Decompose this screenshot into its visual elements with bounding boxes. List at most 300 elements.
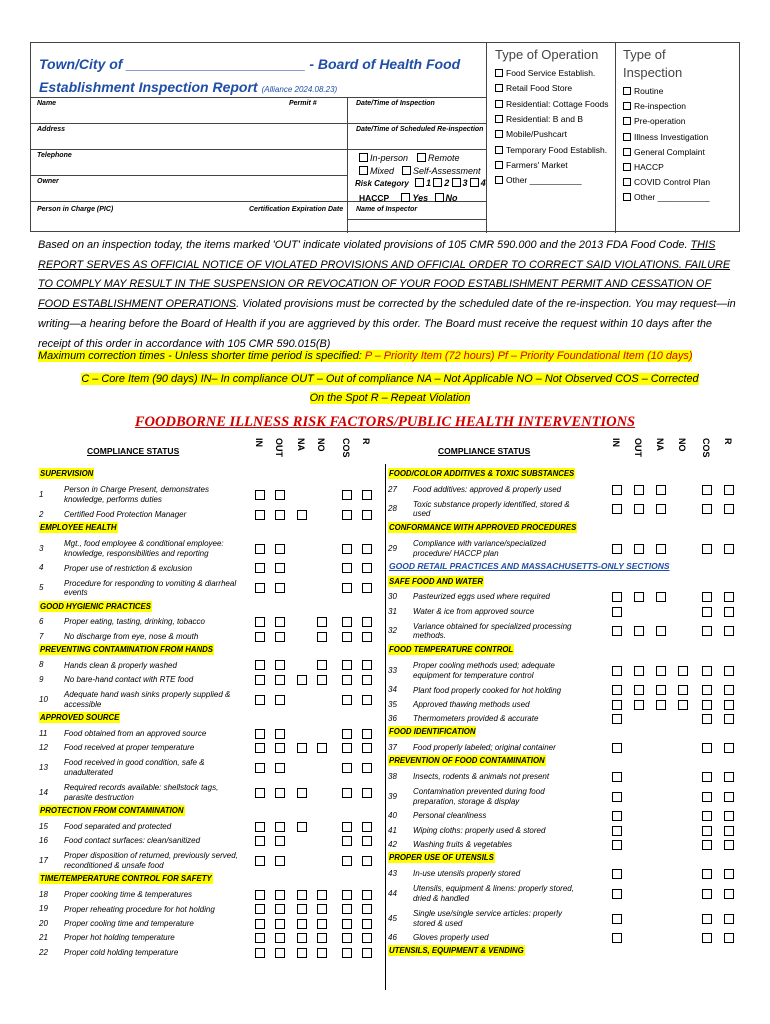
status-out-checkbox[interactable] bbox=[634, 504, 644, 514]
status-na-checkbox[interactable] bbox=[656, 626, 666, 636]
item-number: 31 bbox=[388, 606, 397, 616]
status-r-checkbox[interactable] bbox=[724, 700, 734, 710]
status-na-checkbox[interactable] bbox=[656, 485, 666, 495]
status-in-checkbox[interactable] bbox=[255, 933, 265, 943]
status-codes-line2: On the Spot R – Repeat Violation bbox=[309, 391, 471, 404]
status-out-checkbox[interactable] bbox=[275, 660, 285, 670]
status-in-checkbox[interactable] bbox=[612, 792, 622, 802]
operation-type-checkbox[interactable] bbox=[495, 161, 503, 169]
category-header: SUPERVISION bbox=[40, 469, 94, 478]
status-na-checkbox[interactable] bbox=[297, 510, 307, 520]
status-cos-checkbox[interactable] bbox=[342, 836, 352, 846]
status-out-checkbox[interactable] bbox=[634, 685, 644, 695]
status-out-checkbox[interactable] bbox=[634, 544, 644, 554]
status-cos-checkbox[interactable] bbox=[342, 583, 352, 593]
status-in-checkbox[interactable] bbox=[255, 856, 265, 866]
status-in-checkbox[interactable] bbox=[255, 822, 265, 832]
mode-in-person-checkbox[interactable]: In-person bbox=[359, 153, 408, 163]
status-r-checkbox[interactable] bbox=[724, 714, 734, 724]
category-header: APPROVED SOURCE bbox=[40, 713, 120, 722]
status-out-checkbox[interactable] bbox=[275, 544, 285, 554]
operation-type-option[interactable] bbox=[495, 68, 595, 78]
status-r-checkbox[interactable] bbox=[724, 792, 734, 802]
status-cos-checkbox[interactable] bbox=[342, 490, 352, 500]
status-in-checkbox[interactable] bbox=[255, 675, 265, 685]
item-description: Food received in good condition, safe & unadulterated bbox=[64, 758, 205, 777]
status-out-checkbox[interactable] bbox=[275, 890, 285, 900]
status-out-checkbox[interactable] bbox=[275, 904, 285, 914]
status-in-checkbox[interactable] bbox=[255, 660, 265, 670]
status-cos-checkbox[interactable] bbox=[342, 544, 352, 554]
status-r-checkbox[interactable] bbox=[362, 675, 372, 685]
status-na-checkbox[interactable] bbox=[297, 822, 307, 832]
status-na-checkbox[interactable] bbox=[297, 890, 307, 900]
inspection-type-checkbox[interactable] bbox=[623, 133, 631, 141]
status-in-checkbox[interactable] bbox=[255, 743, 265, 753]
item-description: Mgt., food employee & conditional employee: knowledge, responsibilities and reporting bbox=[64, 539, 224, 558]
status-out-checkbox[interactable] bbox=[275, 743, 285, 753]
status-cos-checkbox[interactable] bbox=[702, 772, 712, 782]
item-description: Personal cleanliness bbox=[413, 811, 487, 821]
item-number: 12 bbox=[39, 743, 48, 752]
status-r-checkbox[interactable] bbox=[724, 869, 734, 879]
status-in-checkbox[interactable] bbox=[612, 933, 622, 943]
inspector-name-label: Name of Inspector bbox=[356, 206, 418, 213]
operation-type-checkbox[interactable] bbox=[495, 69, 503, 77]
status-in-checkbox[interactable] bbox=[255, 788, 265, 798]
status-out-checkbox[interactable] bbox=[634, 592, 644, 602]
status-out-checkbox[interactable] bbox=[275, 763, 285, 773]
notice-official-order: THIS REPORT SERVES AS OFFICIAL NOTICE OF VIOLATED PROVISIONS AND OFFICIAL ORDER TO CORRECT SAID VIOLATIONS. FAILURE TO COMPLY MAY RESULT IN THE SUSPENSION OR REVOCATION OF YOUR FOOD ESTABLISHMENT PERMIT AND CESSATION OF FOOD ESTABLISHMENT OPERATIONS bbox=[38, 239, 731, 311]
status-na-checkbox[interactable] bbox=[656, 700, 666, 710]
status-cos-checkbox[interactable] bbox=[342, 948, 352, 958]
category-header: SAFE FOOD AND WATER bbox=[389, 576, 483, 586]
status-out-checkbox[interactable] bbox=[275, 836, 285, 846]
status-cos-checkbox[interactable] bbox=[702, 544, 712, 554]
status-cos-checkbox[interactable] bbox=[702, 485, 712, 495]
telephone-field-label: Telephone bbox=[37, 152, 72, 159]
status-cos-checkbox[interactable] bbox=[702, 607, 712, 617]
type-inspection-title-line2: Inspection bbox=[623, 65, 683, 80]
status-out-checkbox[interactable] bbox=[275, 510, 285, 520]
permit-field-label: Permit # bbox=[289, 100, 317, 107]
status-na-checkbox[interactable] bbox=[297, 904, 307, 914]
status-col-na-right: NA bbox=[655, 438, 665, 451]
status-in-checkbox[interactable] bbox=[612, 700, 622, 710]
status-cos-checkbox[interactable] bbox=[702, 914, 712, 924]
operation-type-checkbox[interactable] bbox=[495, 84, 503, 92]
status-r-checkbox[interactable] bbox=[362, 510, 372, 520]
inspection-type-option[interactable] bbox=[623, 177, 710, 187]
status-in-checkbox[interactable] bbox=[255, 890, 265, 900]
status-r-checkbox[interactable] bbox=[724, 933, 734, 943]
status-r-checkbox[interactable] bbox=[362, 660, 372, 670]
status-r-checkbox[interactable] bbox=[362, 856, 372, 866]
status-r-checkbox[interactable] bbox=[362, 563, 372, 573]
status-cos-checkbox[interactable] bbox=[702, 743, 712, 753]
status-in-checkbox[interactable] bbox=[612, 626, 622, 636]
status-no-checkbox[interactable] bbox=[317, 933, 327, 943]
status-in-checkbox[interactable] bbox=[255, 948, 265, 958]
status-cos-checkbox[interactable] bbox=[702, 592, 712, 602]
status-r-checkbox[interactable] bbox=[362, 544, 372, 554]
inspection-type-option[interactable] bbox=[623, 86, 663, 96]
status-r-checkbox[interactable] bbox=[362, 695, 372, 705]
status-col-in-left: IN bbox=[254, 438, 264, 447]
status-no-checkbox[interactable] bbox=[317, 743, 327, 753]
status-col-no-left: NO bbox=[316, 438, 326, 452]
status-na-checkbox[interactable] bbox=[656, 592, 666, 602]
category-header: PROTECTION FROM CONTAMINATION bbox=[40, 806, 184, 816]
category-header: TIME/TEMPERATURE CONTROL FOR SAFETY bbox=[40, 874, 212, 884]
address-field-label: Address bbox=[37, 126, 66, 133]
status-in-checkbox[interactable] bbox=[612, 826, 622, 836]
status-cos-checkbox[interactable] bbox=[702, 714, 712, 724]
status-cos-checkbox[interactable] bbox=[342, 660, 352, 670]
category-header: EMPLOYEE HEALTH bbox=[40, 522, 117, 532]
status-in-checkbox[interactable] bbox=[612, 772, 622, 782]
status-r-checkbox[interactable] bbox=[724, 889, 734, 899]
status-in-checkbox[interactable] bbox=[255, 583, 265, 593]
risk-category-group bbox=[355, 178, 486, 188]
status-r-checkbox[interactable] bbox=[724, 626, 734, 636]
status-cos-checkbox[interactable] bbox=[342, 763, 352, 773]
status-in-checkbox[interactable] bbox=[255, 836, 265, 846]
operation-type-checkbox[interactable] bbox=[495, 146, 503, 154]
status-out-checkbox[interactable] bbox=[275, 948, 285, 958]
status-cos-checkbox[interactable] bbox=[702, 826, 712, 836]
inspection-type-option[interactable] bbox=[623, 116, 686, 126]
status-cos-checkbox[interactable] bbox=[342, 510, 352, 520]
inspection-type-option[interactable] bbox=[623, 162, 664, 172]
operation-type-option[interactable] bbox=[495, 175, 582, 185]
status-na-checkbox[interactable] bbox=[297, 743, 307, 753]
status-in-checkbox[interactable] bbox=[612, 607, 622, 617]
status-cos-checkbox[interactable] bbox=[702, 626, 712, 636]
status-out-checkbox[interactable] bbox=[275, 632, 285, 642]
status-na-checkbox[interactable] bbox=[297, 788, 307, 798]
status-out-checkbox[interactable] bbox=[634, 626, 644, 636]
inspection-type-checkbox[interactable] bbox=[623, 87, 631, 95]
item-description: Single use/single service articles: properly stored & used bbox=[413, 909, 562, 928]
inspection-type-option-label: COVID Control Plan bbox=[634, 177, 711, 188]
operation-type-option[interactable] bbox=[495, 99, 609, 109]
status-r-checkbox[interactable] bbox=[724, 607, 734, 617]
status-r-checkbox[interactable] bbox=[724, 811, 734, 821]
status-cos-checkbox[interactable] bbox=[702, 700, 712, 710]
inspection-type-checkbox[interactable] bbox=[623, 193, 631, 201]
status-out-checkbox[interactable] bbox=[275, 583, 285, 593]
status-cos-checkbox[interactable] bbox=[342, 822, 352, 832]
item-description: No discharge from eye, nose & mouth bbox=[64, 631, 199, 641]
inspection-type-option[interactable] bbox=[623, 132, 708, 142]
status-r-checkbox[interactable] bbox=[724, 685, 734, 695]
operation-type-option-label: Residential: Cottage Foods bbox=[506, 98, 609, 109]
status-r-checkbox[interactable] bbox=[362, 836, 372, 846]
status-na-checkbox[interactable] bbox=[656, 504, 666, 514]
status-no-checkbox[interactable] bbox=[317, 890, 327, 900]
item-number: 8 bbox=[39, 660, 44, 670]
status-no-checkbox[interactable] bbox=[678, 666, 688, 676]
status-out-checkbox[interactable] bbox=[275, 617, 285, 627]
status-r-checkbox[interactable] bbox=[724, 840, 734, 850]
haccp-yes-checkbox[interactable]: Yes bbox=[401, 193, 428, 203]
status-in-checkbox[interactable] bbox=[255, 695, 265, 705]
item-description: Compliance with variance/specialized procedure/ HACCP plan bbox=[413, 539, 546, 558]
status-out-checkbox[interactable] bbox=[275, 788, 285, 798]
status-cos-checkbox[interactable] bbox=[702, 666, 712, 676]
status-na-checkbox[interactable] bbox=[297, 919, 307, 929]
status-na-checkbox[interactable] bbox=[656, 544, 666, 554]
status-cos-checkbox[interactable] bbox=[342, 563, 352, 573]
status-r-checkbox[interactable] bbox=[362, 729, 372, 739]
column-divider bbox=[385, 464, 386, 990]
item-description: Certified Food Protection Manager bbox=[64, 509, 187, 519]
status-cos-checkbox[interactable] bbox=[342, 617, 352, 627]
status-no-checkbox[interactable] bbox=[317, 660, 327, 670]
status-in-checkbox[interactable] bbox=[612, 666, 622, 676]
operation-type-option-label: Other ___________ bbox=[506, 175, 582, 186]
inspection-type-checkbox[interactable] bbox=[623, 163, 631, 171]
status-r-checkbox[interactable] bbox=[724, 772, 734, 782]
section-title: FOODBORNE ILLNESS RISK FACTORS/PUBLIC HEALTH INTERVENTIONS bbox=[134, 414, 636, 430]
item-number: 6 bbox=[39, 617, 44, 627]
status-out-checkbox[interactable] bbox=[275, 490, 285, 500]
item-description: Thermometers provided & accurate bbox=[413, 714, 539, 724]
item-description: Proper eating, tasting, drinking, tobacco bbox=[64, 617, 205, 627]
status-cos-checkbox[interactable] bbox=[702, 811, 712, 821]
item-number: 4 bbox=[39, 563, 44, 573]
status-in-checkbox[interactable] bbox=[612, 811, 622, 821]
status-no-checkbox[interactable] bbox=[317, 675, 327, 685]
notice-paragraph bbox=[38, 236, 738, 354]
item-number: 15 bbox=[39, 821, 48, 831]
status-cos-checkbox[interactable] bbox=[342, 919, 352, 929]
operation-type-checkbox[interactable] bbox=[495, 130, 503, 138]
status-in-checkbox[interactable] bbox=[255, 510, 265, 520]
report-title-line2: Establishment Inspection Report (Alliance 2024.08.23) bbox=[39, 79, 338, 95]
status-in-checkbox[interactable] bbox=[255, 763, 265, 773]
status-na-checkbox[interactable] bbox=[297, 948, 307, 958]
status-cos-checkbox[interactable] bbox=[702, 792, 712, 802]
operation-type-checkbox[interactable] bbox=[495, 100, 503, 108]
status-r-checkbox[interactable] bbox=[724, 826, 734, 836]
status-out-checkbox[interactable] bbox=[275, 933, 285, 943]
item-description: Proper reheating procedure for hot holding bbox=[64, 904, 215, 914]
status-out-checkbox[interactable] bbox=[275, 695, 285, 705]
item-number: 38 bbox=[388, 771, 397, 781]
item-description: Proper cold holding temperature bbox=[64, 947, 179, 957]
status-cos-checkbox[interactable] bbox=[342, 904, 352, 914]
correction-times-legend: Maximum correction times - Unless shorter time period is specified: P – Priority Item (72 hours) Pf – Priority Foundational Item (10 days) bbox=[38, 350, 693, 362]
status-cos-checkbox[interactable] bbox=[702, 840, 712, 850]
item-number: 28 bbox=[388, 504, 397, 514]
status-r-checkbox[interactable] bbox=[724, 504, 734, 514]
risk-2-checkbox[interactable]: 2 bbox=[433, 178, 449, 188]
item-number: 29 bbox=[388, 543, 397, 553]
status-out-checkbox[interactable] bbox=[275, 675, 285, 685]
status-in-checkbox[interactable] bbox=[612, 714, 622, 724]
status-r-checkbox[interactable] bbox=[362, 632, 372, 642]
operation-type-checkbox[interactable] bbox=[495, 115, 503, 123]
item-number: 13 bbox=[39, 762, 48, 772]
item-number: 45 bbox=[388, 913, 397, 923]
status-in-checkbox[interactable] bbox=[612, 485, 622, 495]
status-out-checkbox[interactable] bbox=[275, 563, 285, 573]
category-header: PREVENTION OF FOOD CONTAMINATION bbox=[389, 756, 545, 766]
category-header: PROPER USE OF UTENSILS bbox=[389, 853, 494, 863]
item-number: 33 bbox=[388, 665, 397, 675]
inspection-type-option-label: General Complaint bbox=[634, 146, 705, 157]
status-in-checkbox[interactable] bbox=[255, 544, 265, 554]
status-out-checkbox[interactable] bbox=[634, 700, 644, 710]
status-out-checkbox[interactable] bbox=[275, 919, 285, 929]
item-number: 30 bbox=[388, 592, 397, 602]
mode-self-assessment-checkbox[interactable]: Self-Assessment bbox=[402, 166, 481, 176]
inspection-type-option[interactable] bbox=[623, 101, 686, 111]
status-r-checkbox[interactable] bbox=[362, 933, 372, 943]
status-in-checkbox[interactable] bbox=[612, 685, 622, 695]
operation-type-option[interactable] bbox=[495, 83, 572, 93]
status-in-checkbox[interactable] bbox=[255, 729, 265, 739]
status-r-checkbox[interactable] bbox=[362, 763, 372, 773]
status-cos-checkbox[interactable] bbox=[342, 933, 352, 943]
haccp-no-checkbox[interactable]: No bbox=[435, 193, 458, 203]
status-cos-checkbox[interactable] bbox=[342, 729, 352, 739]
status-r-checkbox[interactable] bbox=[362, 919, 372, 929]
status-col-na-left: NA bbox=[296, 438, 306, 451]
status-in-checkbox[interactable] bbox=[612, 869, 622, 879]
operation-type-option[interactable] bbox=[495, 114, 583, 124]
status-no-checkbox[interactable] bbox=[317, 919, 327, 929]
status-cos-checkbox[interactable] bbox=[342, 743, 352, 753]
status-in-checkbox[interactable] bbox=[255, 617, 265, 627]
status-cos-checkbox[interactable] bbox=[342, 788, 352, 798]
status-in-checkbox[interactable] bbox=[612, 889, 622, 899]
status-cos-checkbox[interactable] bbox=[702, 685, 712, 695]
inspection-type-option[interactable] bbox=[623, 192, 710, 202]
status-r-checkbox[interactable] bbox=[724, 485, 734, 495]
status-r-checkbox[interactable] bbox=[724, 914, 734, 924]
item-description: Insects, rodents & animals not present bbox=[413, 772, 550, 782]
category-header: UTENSILS, EQUIPMENT & VENDING bbox=[389, 946, 524, 956]
status-cos-checkbox[interactable] bbox=[702, 869, 712, 879]
status-in-checkbox[interactable] bbox=[612, 743, 622, 753]
inspection-type-checkbox[interactable] bbox=[623, 117, 631, 125]
status-no-checkbox[interactable] bbox=[317, 632, 327, 642]
status-r-checkbox[interactable] bbox=[362, 583, 372, 593]
status-cos-checkbox[interactable] bbox=[342, 856, 352, 866]
status-in-checkbox[interactable] bbox=[612, 914, 622, 924]
item-description: Washing fruits & vegetables bbox=[413, 840, 513, 850]
status-no-checkbox[interactable] bbox=[317, 904, 327, 914]
mode-remote-checkbox[interactable]: Remote bbox=[417, 153, 460, 163]
status-r-checkbox[interactable] bbox=[724, 544, 734, 554]
risk-3-checkbox[interactable]: 3 bbox=[452, 178, 468, 188]
operation-type-option[interactable] bbox=[495, 160, 568, 170]
status-cos-checkbox[interactable] bbox=[702, 889, 712, 899]
mode-mixed-checkbox[interactable]: Mixed bbox=[359, 166, 394, 176]
status-cos-checkbox[interactable] bbox=[342, 632, 352, 642]
category-header: PREVENTING CONTAMINATION FROM HANDS bbox=[40, 644, 213, 654]
risk-4-checkbox[interactable]: 4 bbox=[470, 178, 486, 188]
status-out-checkbox[interactable] bbox=[275, 822, 285, 832]
item-description: Variance obtained for specialized processing methods. bbox=[413, 621, 572, 641]
status-no-checkbox[interactable] bbox=[317, 617, 327, 627]
status-r-checkbox[interactable] bbox=[724, 592, 734, 602]
status-in-checkbox[interactable] bbox=[255, 490, 265, 500]
item-description: Proper cooling time and temperature bbox=[64, 919, 194, 929]
status-r-checkbox[interactable] bbox=[362, 890, 372, 900]
inspection-type-checkbox[interactable] bbox=[623, 148, 631, 156]
inspection-type-checkbox[interactable] bbox=[623, 102, 631, 110]
status-na-checkbox[interactable] bbox=[297, 933, 307, 943]
status-cos-checkbox[interactable] bbox=[342, 695, 352, 705]
status-cos-checkbox[interactable] bbox=[342, 675, 352, 685]
operation-type-option[interactable] bbox=[495, 129, 567, 139]
pic-field-label: Person in Charge (PIC) bbox=[37, 206, 114, 213]
status-r-checkbox[interactable] bbox=[362, 904, 372, 914]
status-in-checkbox[interactable] bbox=[255, 632, 265, 642]
status-r-checkbox[interactable] bbox=[362, 617, 372, 627]
operation-type-checkbox[interactable] bbox=[495, 176, 503, 184]
status-r-checkbox[interactable] bbox=[362, 743, 372, 753]
status-r-checkbox[interactable] bbox=[362, 822, 372, 832]
operation-type-option[interactable] bbox=[495, 145, 607, 155]
status-in-checkbox[interactable] bbox=[255, 563, 265, 573]
item-description: Adequate hand wash sinks properly supplied & accessible bbox=[64, 690, 231, 709]
status-cos-checkbox[interactable] bbox=[702, 933, 712, 943]
item-number: 37 bbox=[388, 743, 397, 752]
status-r-checkbox[interactable] bbox=[362, 788, 372, 798]
status-na-checkbox[interactable] bbox=[297, 675, 307, 685]
risk-1-checkbox[interactable]: 1 bbox=[411, 178, 431, 188]
status-no-checkbox[interactable] bbox=[678, 685, 688, 695]
status-col-cos-left: COS bbox=[341, 438, 351, 458]
status-in-checkbox[interactable] bbox=[612, 504, 622, 514]
status-in-checkbox[interactable] bbox=[612, 840, 622, 850]
status-r-checkbox[interactable] bbox=[362, 948, 372, 958]
status-no-checkbox[interactable] bbox=[678, 700, 688, 710]
status-in-checkbox[interactable] bbox=[612, 592, 622, 602]
item-description: Food separated and protected bbox=[64, 822, 172, 832]
status-na-checkbox[interactable] bbox=[656, 666, 666, 676]
status-in-checkbox[interactable] bbox=[255, 904, 265, 914]
inspection-type-option-label: Routine bbox=[634, 86, 664, 96]
item-number: 27 bbox=[388, 484, 397, 494]
status-cos-checkbox[interactable] bbox=[342, 890, 352, 900]
status-no-checkbox[interactable] bbox=[317, 948, 327, 958]
category-header: GOOD HYGIENIC PRACTICES bbox=[40, 601, 151, 611]
inspection-type-checkbox[interactable] bbox=[623, 178, 631, 186]
status-out-checkbox[interactable] bbox=[634, 666, 644, 676]
status-r-checkbox[interactable] bbox=[724, 743, 734, 753]
status-na-checkbox[interactable] bbox=[656, 685, 666, 695]
status-out-checkbox[interactable] bbox=[275, 729, 285, 739]
status-out-checkbox[interactable] bbox=[634, 485, 644, 495]
status-cos-checkbox[interactable] bbox=[702, 504, 712, 514]
category-header: FOOD IDENTIFICATION bbox=[389, 727, 476, 737]
status-r-checkbox[interactable] bbox=[362, 490, 372, 500]
item-description: Food additives: approved & properly used bbox=[413, 484, 562, 494]
inspection-type-option[interactable] bbox=[623, 147, 705, 157]
item-number: 44 bbox=[388, 888, 397, 898]
status-in-checkbox[interactable] bbox=[612, 544, 622, 554]
status-r-checkbox[interactable] bbox=[724, 666, 734, 676]
status-in-checkbox[interactable] bbox=[255, 919, 265, 929]
operation-type-option-label: Mobile/Pushcart bbox=[506, 129, 567, 140]
status-out-checkbox[interactable] bbox=[275, 856, 285, 866]
